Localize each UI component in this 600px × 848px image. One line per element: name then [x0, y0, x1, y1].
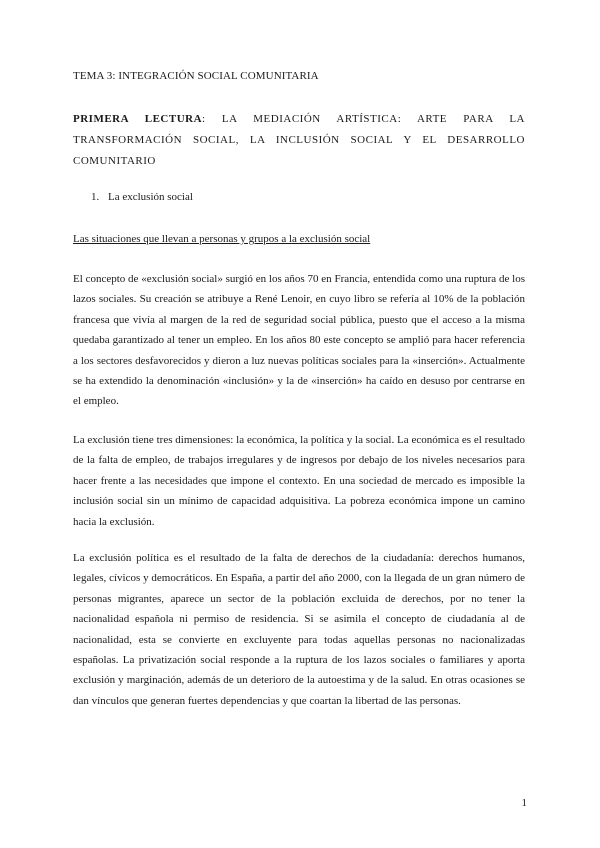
subheading: Las situaciones que llevan a personas y grupos a la exclusión social [73, 233, 371, 245]
paragraph: El concepto de «exclusión social» surgió en los años 70 en Francia, entendida como una ruptura de los lazos sociales. Su creación se atribuye a René Lenoir, en cuyo libro se refería al 10% de la población francesa que vivía al margen de la red de seguridad social pública, puesto que el acceso a la misma quedaba garantizado al tener un empleo. En los años 80 este concepto se amplió para hacer referencia a los sectores desfavorecidos y dieron a luz nuevas políticas sociales para la «inserción». Actualmente se ha extendido la denominación «inclusión» y la de «inserción» ha caído en desuso por centrarse en el empleo. [73, 273, 525, 408]
section-title: La exclusión social [108, 191, 193, 203]
section-number: 1. [91, 191, 100, 203]
reading-label: PRIMERA LECTURA [73, 113, 203, 125]
section-heading [91, 191, 193, 203]
paragraph: La exclusión política es el resultado de la falta de derechos de la ciudadanía: derechos humanos, legales, cívicos y democráticos. En España, a partir del año 2000, con la llegada de un gran número de personas migrantes, aparece un sector de la población excluida de derechos, por no tener la nacionalidad española ni permiso de residencia. Si se asimila el concepto de ciudadanía al de nacionalidad, esta se convierte en excluyente para todas aquellas personas no nacionalizadas españolas. La privatización social responde a la ruptura de los lazos sociales o familiares y aporta exclusión y marginación, además de un deterioro de la autoestima y de la salud. En otras ocasiones se dan vínculos que generan fuertes dependencias y que coartan la libertad de las personas. [73, 552, 525, 707]
page-number: 1 [521, 797, 527, 809]
paragraph: La exclusión tiene tres dimensiones: la económica, la política y la social. La económica es el resultado de la falta de empleo, de trabajos irregulares y de ingresos por debajo de los niveles necesarios para hacer frente a las necesidades que impone el contexto. En una sociedad de mercado es imposible la inclusión social sin un mínimo de capacidad adquisitiva. La pobreza económica impone un camino hacia la exclusión. [73, 434, 525, 528]
reading-heading [73, 109, 525, 172]
topic-title: TEMA 3: INTEGRACIÓN SOCIAL COMUNITARIA [73, 70, 319, 82]
reading-title: : LA MEDIACIÓN ARTÍSTICA: ARTE PARA LA TRANSFORMACIÓN SOCIAL, LA INCLUSIÓN SOCIAL Y EL DESARROLLO COMUNITARIO [73, 113, 526, 167]
